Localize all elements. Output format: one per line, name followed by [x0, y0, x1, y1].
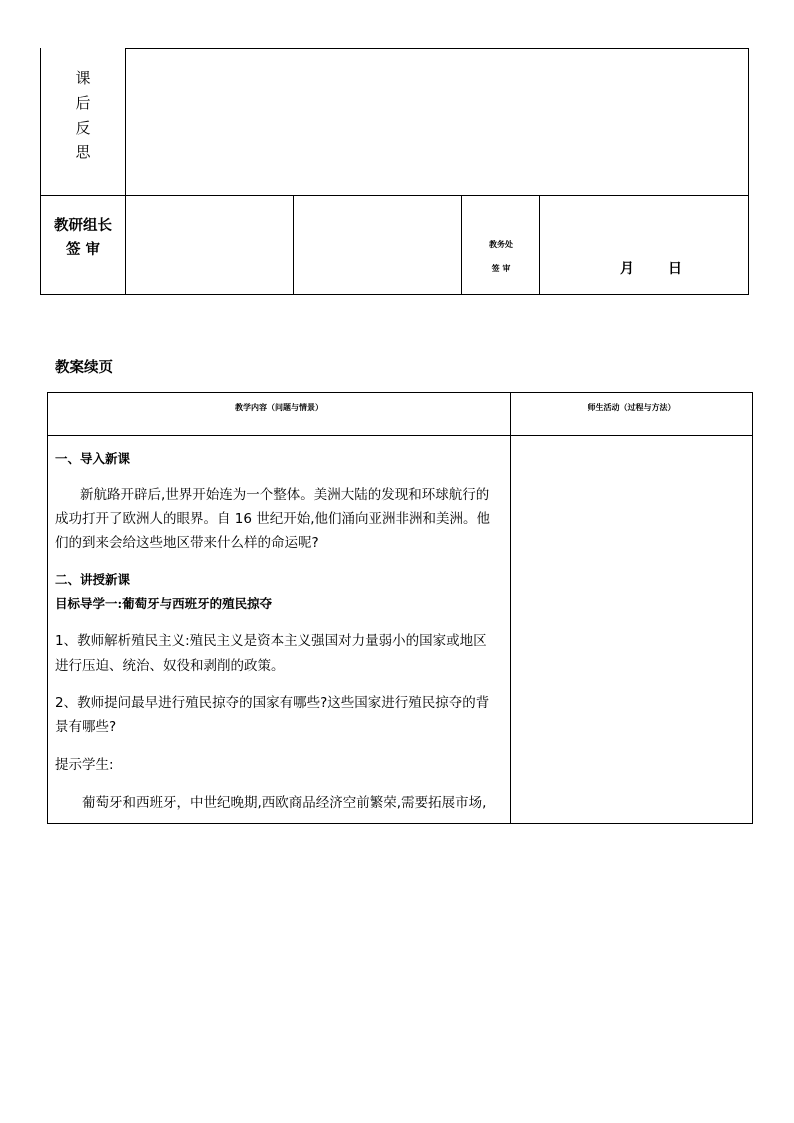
paragraph-line: 新航路开辟后,世界开始连为一个整体。美洲大陆的发现和环球航行的: [80, 487, 490, 503]
table-border-top: [125, 48, 749, 49]
teaching-group-sign-field-2[interactable]: [298, 200, 456, 290]
reflection-label-char: 后: [75, 94, 91, 112]
teaching-group-label: 教研组长: [54, 218, 112, 234]
section-heading: 二、讲授新课: [55, 572, 131, 587]
table-col-divider: [539, 195, 540, 295]
item-line: 1、教师解析殖民主义:殖民主义是资本主义强国对力量弱小的国家或地区: [55, 633, 487, 649]
table-border-top: [47, 392, 753, 393]
table-border-right: [748, 48, 749, 295]
date-month-label: 月: [620, 261, 634, 277]
reflection-content-area[interactable]: [130, 54, 740, 189]
activities-cell[interactable]: [515, 440, 747, 818]
hint-label: 提示学生:: [55, 757, 114, 773]
table-border-left: [40, 48, 41, 295]
table-border-left: [47, 392, 48, 824]
teaching-group-sign-label: 签 审: [65, 242, 101, 258]
item-line: 2、教师提问最早进行殖民掠夺的国家有哪些?这些国家进行殖民掠夺的背: [55, 695, 490, 711]
table-border-bottom: [47, 823, 753, 824]
table-col-divider: [293, 195, 294, 295]
table-border-bottom: [40, 294, 749, 295]
col-header-activities: 师生活动（过程与方法）: [587, 403, 676, 412]
item-line: 进行压迫、统治、奴役和剥削的政策。: [55, 658, 285, 674]
paragraph-line: 成功打开了欧洲人的眼界。自 16 世纪开始,他们涌向亚洲非洲和美洲。他: [55, 511, 491, 527]
continuation-title: 教案续页: [55, 360, 113, 376]
table-border-right: [752, 392, 753, 824]
hint-line: 葡萄牙和西班牙，中世纪晚期,西欧商品经济空前繁荣,需要拓展市场,: [82, 795, 487, 811]
reflection-label-char: 思: [75, 143, 91, 161]
reflection-label-char: 反: [75, 119, 91, 137]
table-col-divider: [461, 195, 462, 295]
teaching-group-sign-field-1[interactable]: [130, 200, 288, 290]
date-day-label: 日: [668, 261, 682, 277]
item-line: 景有哪些?: [55, 719, 117, 735]
table-divider: [40, 195, 749, 196]
table-col-divider: [125, 48, 126, 295]
section-heading: 一、导入新课: [55, 451, 131, 466]
col-header-teaching-content: 教学内容（问题与情景）: [235, 403, 323, 412]
objective-heading: 目标导学一:葡萄牙与西班牙的殖民掠夺: [55, 596, 273, 611]
academic-office-label: 教务处: [489, 240, 513, 249]
table-col-divider: [510, 392, 511, 824]
reflection-label-char: 课: [75, 69, 91, 87]
academic-office-sign-label: 签 审: [491, 264, 511, 273]
table-header-divider: [47, 435, 753, 436]
paragraph-line: 们的到来会给这些地区带来什么样的命运呢?: [55, 535, 319, 551]
